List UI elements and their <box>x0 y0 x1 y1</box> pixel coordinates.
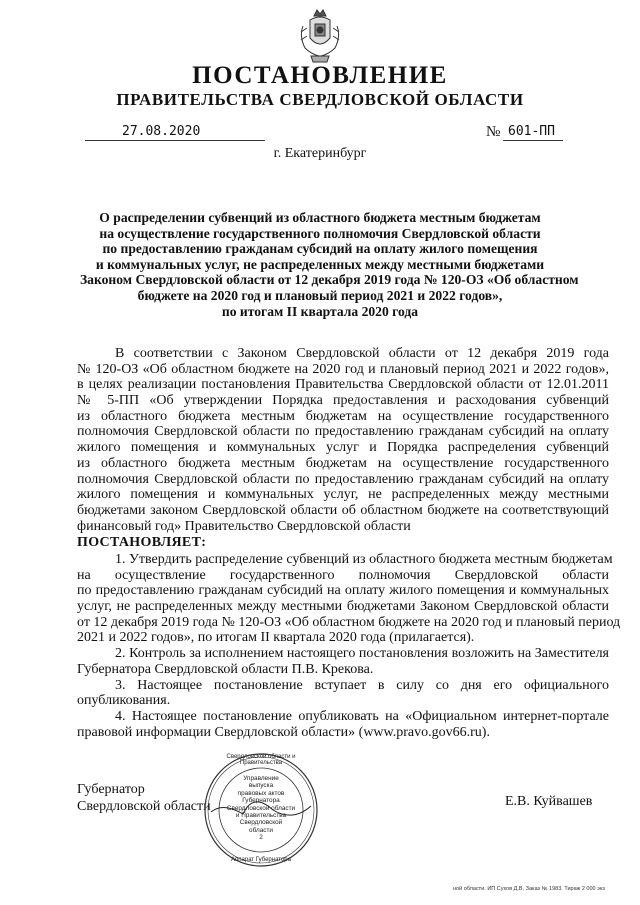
document-type-title: ПОСТАНОВЛЕНИЕ <box>192 62 448 89</box>
seal-line: Управление <box>243 775 279 782</box>
text-line: в целях реализации постановления Правительства Свердловской области от 12.01.2011 <box>77 377 609 393</box>
heading-line: по итогам II квартала 2020 года <box>221 303 419 319</box>
item-line: 4. Настоящее постановление опубликовать на «Официальном интернет-портале <box>115 708 609 724</box>
signatory-title-line: Свердловской области <box>77 799 211 814</box>
signatory-title <box>77 781 211 815</box>
text-line: из областного бюджета местным бюджетам на осуществление государственного <box>77 408 609 424</box>
number-underline <box>503 140 563 141</box>
document-number: 601-ПП <box>508 124 555 139</box>
heading-line: О распределении субвенций из областного бюджета местным бюджетам <box>99 210 541 225</box>
heading-line: и коммунальных услуг, не распределенных между местными бюджетами <box>95 256 545 272</box>
item-line: от 12 декабря 2019 года № 120-ОЗ «Об областном бюджете на 2020 год и плановый период <box>77 614 621 630</box>
number-sign: № <box>486 124 501 140</box>
heading-line: Законом Свердловской области от 12 декабря 2019 года № 120-ОЗ «Об областном <box>80 272 579 288</box>
resolution-items <box>77 552 621 740</box>
heading-line: по предоставлению гражданам субсидий на оплату жилого помещения <box>102 241 538 257</box>
document-date: 27.08.2020 <box>122 124 201 139</box>
item-line: 1. Утвердить распределение субвенций из областного бюджета местным бюджетам <box>115 552 613 567</box>
organization-title: ПРАВИТЕЛЬСТВА СВЕРДЛОВСКОЙ ОБЛАСТИ <box>116 90 524 109</box>
heading-line: бюджете на 2020 год и плановый период 2021 и 2022 годов», <box>137 287 503 303</box>
item-line: 3. Настоящее постановление вступает в силу со дня его официального <box>115 677 609 693</box>
resolve-word: ПОСТАНОВЛЯЕТ: <box>77 535 207 550</box>
text-line: № 5-ПП «Об утверждении Порядка предоставления и расходования субвенций <box>77 393 609 409</box>
text-line: № 120-ОЗ «Об областном бюджете на 2020 год и плановый период 2021 и 2022 годов», <box>77 361 609 377</box>
seal-line: выпуска <box>248 782 274 790</box>
print-footer: ной области. ИП Сухов Д.В. Заказ № 1983. Тираж 2 000 экз <box>453 886 605 892</box>
text-line: полномочия Свердловской области по предоставлению гражданам субсидий на оплату <box>77 471 609 487</box>
coat-of-arms-emblem <box>297 6 343 64</box>
signatory-title-line: Губернатор <box>77 782 145 797</box>
text-line: полномочия Свердловской области по предоставлению гражданам субсидий на оплату <box>77 424 609 440</box>
text-line: бюджетами законом Свердловской области об областном бюджете на соответствующий <box>77 502 609 518</box>
item-line: на осуществление государственного полномочия Свердловской области <box>77 567 609 583</box>
seal-ring-text: Свердловской области и Правительства <box>226 754 296 766</box>
item-line: 2. Контроль за исполнением настоящего постановления возложить на Заместителя <box>115 646 609 662</box>
document-heading <box>80 210 579 319</box>
seal-line: Свердловской области <box>226 804 296 812</box>
date-underline <box>85 140 265 141</box>
text-line: жилого помещения и коммунальных услуг, не распределенных между местными <box>77 487 609 503</box>
seal-line: Свердловской <box>239 819 283 827</box>
item-line: Губернатора Свердловской области П.В. Крекова. <box>77 661 374 677</box>
item-line: по предоставлению гражданам субсидий на оплату жилого помещения и коммунальных <box>77 583 609 599</box>
text-line: В соответствии с Законом Свердловской области от 12 декабря 2019 года <box>115 346 609 361</box>
seal-line: и Правительства <box>235 812 287 820</box>
text-line: финансовый год» Правительство Свердловской области <box>77 518 411 534</box>
seal-line: 2 <box>259 834 263 842</box>
seal-line: области <box>249 826 273 834</box>
intro-paragraph <box>77 346 609 534</box>
item-line: опубликования. <box>77 693 171 709</box>
seal-ring-text: Аппарат Губернатора <box>231 857 291 863</box>
heading-line: на осуществление государственного полномочия Свердловской области <box>99 225 541 241</box>
text-line: жилого помещения и коммунальных услуг и Порядка распределения субвенций <box>77 440 609 456</box>
item-line: услуг, не распределенных между местными бюджетами Законом Свердловской области <box>77 599 609 615</box>
seal-center-text <box>216 775 306 842</box>
city-line: г. Екатеринбург <box>273 146 367 161</box>
seal-line: Губернатора <box>242 797 280 805</box>
text-line: из областного бюджета местным бюджетам на осуществление государственного <box>77 455 609 471</box>
signatory-name: Е.В. Куйвашев <box>505 794 593 809</box>
item-line: правовой информации Свердловской области» (www.pravo.gov66.ru). <box>77 724 490 740</box>
seal-line: правовых актов <box>237 789 285 797</box>
item-line: 2021 и 2022 годов», по итогам II квартала 2020 года (прилагается). <box>77 630 475 646</box>
